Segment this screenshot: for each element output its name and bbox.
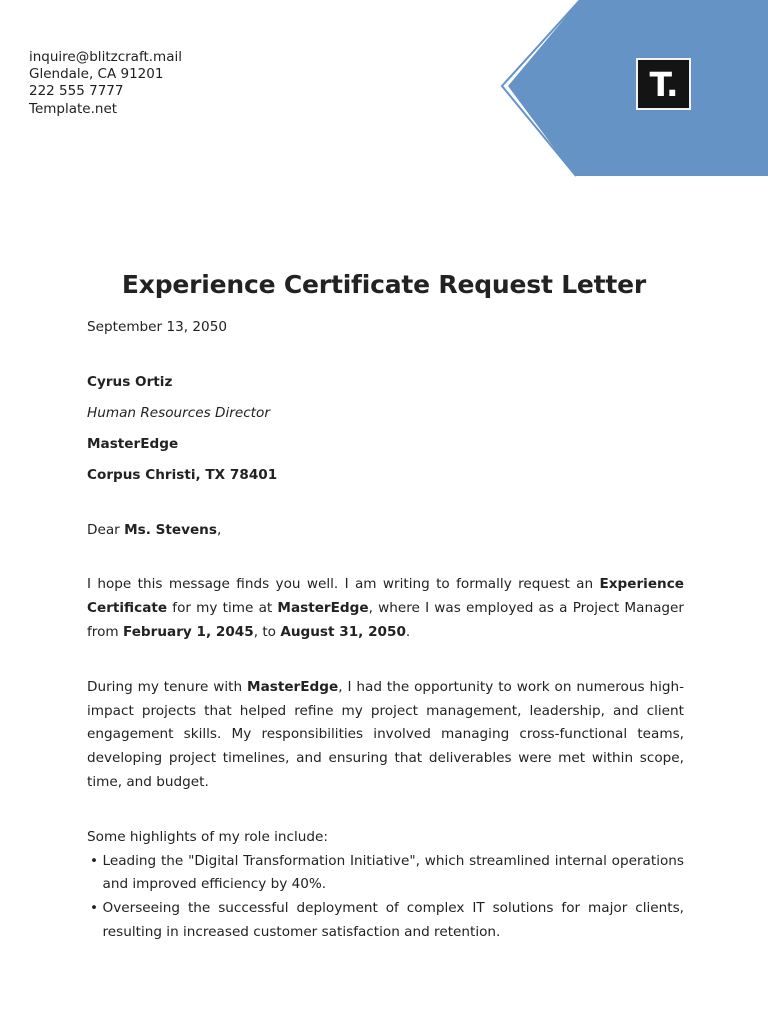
recipient-name bbox=[87, 371, 684, 395]
recipient-company bbox=[87, 433, 684, 457]
para1-text-3: , where I was employed as a Project Manager from bbox=[87, 600, 684, 640]
letter-body bbox=[87, 316, 684, 945]
contact-website: Template.net bbox=[29, 100, 118, 117]
letter-title: Experience Certificate Request Letter bbox=[121, 270, 647, 299]
recipient-company-text: MasterEdge bbox=[87, 435, 179, 452]
list-item bbox=[87, 850, 684, 898]
logo-text: T. bbox=[649, 64, 678, 104]
list-item bbox=[87, 897, 684, 945]
contact-email: inquire@blitzcraft.mail bbox=[29, 49, 182, 65]
paragraph-tenure bbox=[87, 676, 684, 795]
para1-bold-3: February 1, 2045 bbox=[122, 623, 254, 640]
recipient-name-text: Cyrus Ortiz bbox=[87, 373, 173, 390]
para1-bold-2: MasterEdge bbox=[277, 600, 369, 617]
template-logo bbox=[636, 58, 691, 110]
contact-phone: 222 555 7777 bbox=[29, 83, 124, 100]
highlight-text: Overseeing the successful deployment of complex IT solutions for major clients, resulting in increased customer satisfaction and retention. bbox=[102, 900, 684, 940]
contact-address: Glendale, CA 91201 bbox=[29, 66, 164, 83]
para1-text-1: I hope this message finds you well. I am writing to formally request an bbox=[87, 576, 600, 593]
para2-bold-1: MasterEdge bbox=[247, 678, 339, 695]
para1-text-4: , to bbox=[253, 623, 281, 640]
salutation-prefix: Dear bbox=[87, 521, 125, 538]
salutation bbox=[87, 519, 684, 543]
bullet-icon: • bbox=[90, 900, 99, 917]
highlights-list bbox=[87, 850, 684, 945]
para1-text-2: for my time at bbox=[167, 600, 278, 617]
para1-bold-1: Experience Certificate bbox=[87, 576, 684, 617]
para2-text-2: , I had the opportunity to work on numerous high-impact projects that helped refine my project management, leadership, and client engagement skills. My responsibilities involved managing cross-functional teams, developing project timelines, and ensuring that deliverables were met within scope, time, and budget. bbox=[87, 678, 684, 790]
recipient-location-text: Corpus Christi, TX 78401 bbox=[87, 466, 278, 483]
highlight-text: Leading the "Digital Transformation Initiative", which streamlined internal operations and improved efficiency by 40%. bbox=[102, 852, 684, 893]
para2-text-1: During my tenure with bbox=[87, 678, 248, 695]
para1-bold-4: August 31, 2050 bbox=[280, 623, 406, 640]
salutation-suffix: , bbox=[216, 521, 222, 538]
paragraph-request bbox=[87, 573, 684, 644]
letter-date: September 13, 2050 bbox=[87, 319, 227, 335]
para1-text-5: . bbox=[405, 623, 411, 640]
bullet-icon: • bbox=[90, 852, 99, 869]
recipient-role: Human Resources Director bbox=[87, 404, 270, 421]
salutation-name: Ms. Stevens bbox=[124, 521, 217, 538]
recipient-location bbox=[87, 464, 684, 488]
highlights-intro: Some highlights of my role include: bbox=[87, 828, 328, 845]
